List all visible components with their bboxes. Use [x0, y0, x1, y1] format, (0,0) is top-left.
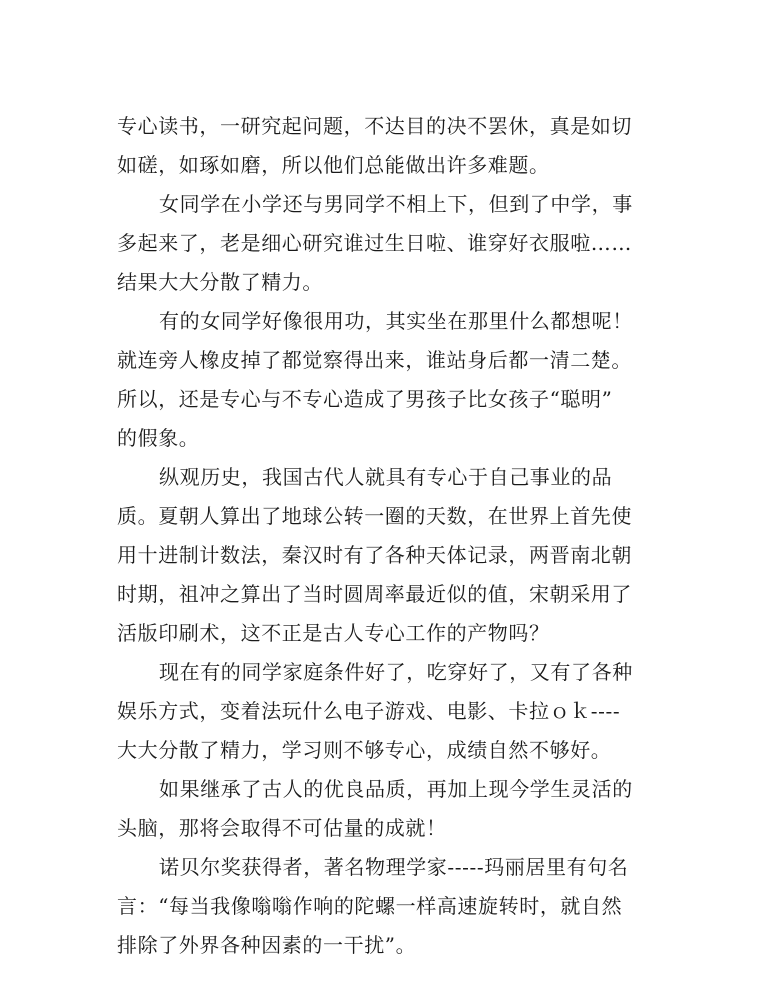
text-line: 如磋，如琢如磨，所以他们总能做出许多难题。 — [117, 153, 550, 177]
body-text — [117, 107, 642, 965]
text-line: 娱乐方式，变着法玩什么电子游戏、电影、卡拉ｏｋ---- — [117, 699, 621, 723]
text-line: 结果大大分散了精力。 — [117, 270, 323, 294]
text-line: 诺贝尔奖获得者，著名物理学家-----玛丽居里有句名 — [159, 855, 629, 879]
text-line: 所以，还是专心与不专心造成了男孩子比女孩子“聪明” — [117, 387, 613, 411]
text-line: 有的女同学好像很用功，其实坐在那里什么都想呢！ — [159, 309, 633, 333]
text-line: 就连旁人橡皮掉了都觉察得出来，谁站身后都一清二楚。 — [117, 348, 632, 372]
text-line: 质。夏朝人算出了地球公转一圈的天数，在世界上首先使 — [117, 504, 632, 528]
text-line: 大大分散了精力，学习则不够专心，成绩自然不够好。 — [117, 738, 612, 762]
text-line: 活版印刷术，这不正是古人专心工作的产物吗？ — [117, 621, 550, 645]
text-line: 如果继承了古人的优良品质，再加上现今学生灵活的 — [159, 777, 633, 801]
text-line: 头脑，那将会取得不可估量的成就！ — [117, 816, 447, 840]
text-line: 的假象。 — [117, 426, 200, 450]
text-line: 纵观历史，我国古代人就具有专心于自己事业的品 — [159, 465, 613, 489]
text-line: 专心读书，一研究起问题，不达目的决不罢休，真是如切 — [117, 114, 632, 138]
text-line: 多起来了，老是细心研究谁过生日啦、谁穿好衣服啦…… — [117, 231, 632, 255]
text-line: 现在有的同学家庭条件好了，吃穿好了，又有了各种 — [159, 660, 633, 684]
text-line: 用十进制计数法，秦汉时有了各种天体记录，两晋南北朝 — [117, 543, 632, 567]
text-line: 女同学在小学还与男同学不相上下，但到了中学，事 — [159, 192, 633, 216]
text-line: 言：“每当我像嗡嗡作响的陀螺一样高速旋转时，就自然 — [117, 894, 623, 918]
text-line: 时期，祖冲之算出了当时圆周率最近似的值，宋朝采用了 — [117, 582, 632, 606]
text-line: 排除了外界各种因素的一干扰”。 — [117, 933, 417, 957]
